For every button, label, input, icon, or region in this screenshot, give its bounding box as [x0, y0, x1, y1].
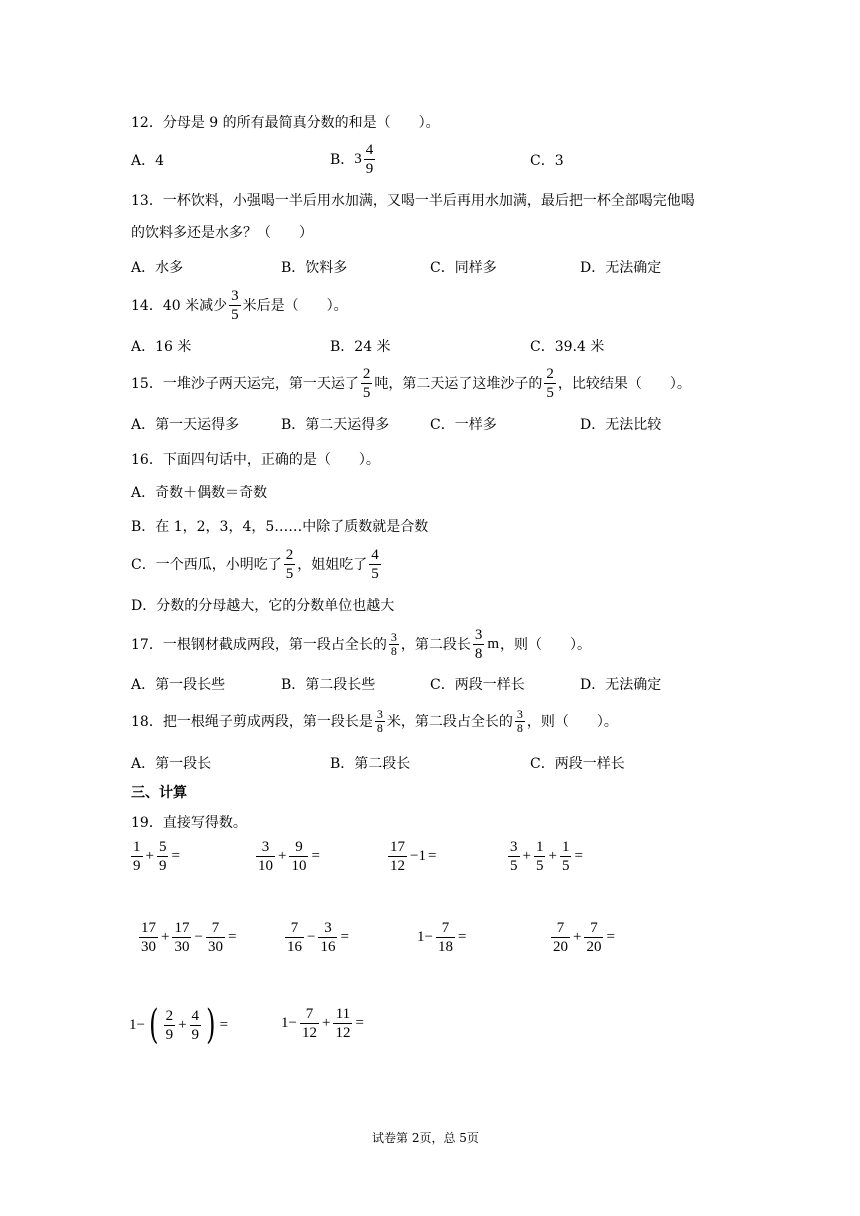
numerator: 3 — [376, 707, 383, 721]
text: ，则（ ）。 — [500, 636, 591, 653]
mixed-integer: 3 — [354, 151, 362, 167]
operator: − — [194, 929, 203, 945]
q14-stem — [131, 287, 348, 324]
fraction — [229, 287, 241, 324]
q14-option-c: C．39.4 米 — [530, 339, 605, 355]
q19-expr-9 — [128, 1002, 229, 1048]
q16-option-b: B．在 1，2，3，4，5……中除了质数就是合数 — [131, 519, 429, 535]
fraction — [333, 1005, 352, 1042]
numerator: 3 — [324, 920, 332, 936]
operator: − — [307, 929, 316, 945]
operator: + — [321, 1015, 331, 1031]
denominator: 8 — [376, 721, 383, 735]
q13-stem-line2: 的饮料多还是水多？（ ） — [131, 225, 313, 241]
numerator: 17 — [390, 839, 405, 855]
q19-expr-5 — [137, 919, 237, 956]
q18-option-b: B．第二段长 — [330, 756, 411, 772]
numerator: 7 — [590, 920, 598, 936]
numerator: 7 — [305, 1006, 314, 1022]
equals-sign: = — [311, 848, 320, 864]
numerator: 7 — [211, 920, 220, 936]
q12-option-a: A．4 — [131, 153, 165, 169]
operator: + — [548, 848, 557, 864]
text: C．一个西瓜，小明吃了 — [131, 556, 282, 573]
numerator: 2 — [362, 366, 371, 382]
denominator: 12 — [301, 1025, 317, 1041]
denominator: 5 — [510, 858, 518, 874]
fraction — [131, 838, 143, 875]
q19-expr-3 — [386, 838, 437, 875]
q19-expr-10 — [280, 1005, 365, 1042]
fraction — [361, 365, 373, 402]
numerator: 3 — [516, 707, 523, 721]
numerator: 7 — [441, 920, 450, 936]
denominator: 5 — [371, 566, 379, 582]
denominator: 9 — [158, 858, 167, 874]
numerator: 3 — [261, 839, 270, 855]
fraction — [473, 626, 485, 663]
q12-option-b — [330, 141, 377, 178]
text: 18．把一根绳子剪成两段，第一段长是 — [131, 713, 373, 730]
numerator: 2 — [165, 1007, 174, 1024]
denominator: 8 — [390, 644, 397, 658]
page-footer: 试卷第 2页，总 5页 — [372, 1131, 479, 1145]
denominator: 30 — [174, 939, 190, 955]
fraction — [560, 838, 572, 875]
fraction — [206, 919, 225, 956]
numerator: 17 — [174, 920, 190, 936]
fraction — [300, 1005, 319, 1042]
q18-stem — [131, 708, 618, 735]
equals-sign: = — [427, 848, 437, 864]
q19-expr-4 — [506, 838, 584, 875]
fraction — [369, 546, 381, 583]
operator: + — [161, 929, 170, 945]
denominator: 9 — [165, 1026, 174, 1043]
operator: 1− — [129, 1016, 145, 1033]
fraction — [318, 919, 337, 956]
numerator: 3 — [390, 630, 397, 644]
q16-stem: 16．下面四句话中，正确的是（ ）。 — [131, 452, 380, 468]
text: 17．一根钢材截成两段，第一段占全长的 — [131, 636, 387, 653]
denominator: 5 — [535, 858, 544, 874]
text: ，比较结果（ ）。 — [557, 375, 691, 392]
numerator: 7 — [290, 920, 299, 936]
q17-stem — [131, 626, 591, 663]
q19-expr-1 — [129, 838, 181, 875]
equals-sign: = — [606, 929, 615, 945]
q18-option-a: A．第一段长 — [131, 756, 212, 772]
denominator: 18 — [437, 939, 453, 955]
fraction — [190, 1007, 202, 1044]
q12-option-c: C．3 — [530, 153, 564, 169]
denominator: 10 — [258, 858, 273, 874]
denominator: 30 — [207, 939, 223, 955]
q19-expr-7 — [416, 919, 467, 956]
numerator: 1 — [535, 839, 544, 855]
numerator: 11 — [335, 1006, 351, 1022]
denominator: 8 — [474, 646, 483, 662]
q13-option-a: A．水多 — [131, 260, 184, 276]
denominator: 5 — [285, 566, 294, 582]
denominator: 16 — [287, 939, 302, 955]
numerator: 17 — [141, 920, 156, 936]
denominator: 12 — [335, 1025, 351, 1041]
fraction — [285, 919, 304, 956]
q14-option-a: A．16 米 — [131, 339, 192, 355]
text: 米后是（ ）。 — [242, 297, 348, 314]
fraction — [284, 546, 296, 583]
fraction — [544, 365, 556, 402]
denominator: 5 — [231, 307, 239, 323]
q19-expr-2 — [254, 838, 321, 875]
numerator: 4 — [365, 142, 374, 158]
denominator: 20 — [586, 939, 602, 955]
numerator: 1 — [561, 839, 570, 855]
numerator: 1 — [133, 839, 141, 855]
denominator: 5 — [546, 385, 554, 401]
fraction — [388, 838, 407, 875]
numerator: 2 — [546, 366, 554, 382]
fraction — [534, 838, 546, 875]
denominator: 5 — [362, 385, 371, 401]
q17-option-c: C．两段一样长 — [430, 677, 525, 693]
operator: + — [573, 929, 582, 945]
operator: + — [278, 848, 287, 864]
numerator: 3 — [510, 839, 518, 855]
q12-stem: 12．分母是 9 的所有最简真分数的和是（ ）。 — [131, 115, 440, 131]
fraction — [508, 838, 520, 875]
denominator: 12 — [390, 858, 405, 874]
unit: m — [487, 636, 499, 652]
denominator: 5 — [561, 858, 570, 874]
operator: 1− — [417, 929, 433, 945]
q13-option-d: D．无法确定 — [580, 260, 662, 276]
operator: 1− — [281, 1015, 297, 1031]
fraction — [172, 919, 191, 956]
denominator: 9 — [365, 161, 374, 177]
equals-sign: = — [340, 929, 349, 945]
q19-expr-6 — [283, 919, 350, 956]
q15-option-c: C．一样多 — [430, 417, 497, 433]
equals-sign: = — [219, 1016, 229, 1033]
numerator: 7 — [556, 920, 565, 936]
numerator: 3 — [474, 627, 483, 643]
right-paren: ) — [206, 1002, 216, 1048]
numerator: 9 — [295, 839, 303, 855]
operator: + — [145, 848, 154, 864]
q15-option-b: B．第二天运得多 — [281, 417, 390, 433]
denominator: 9 — [133, 858, 141, 874]
option-label: B． — [330, 151, 355, 168]
q16-option-c — [131, 546, 383, 583]
q16-option-a: A．奇数＋偶数＝奇数 — [131, 485, 268, 501]
operator: −1 — [410, 848, 426, 864]
denominator: 20 — [553, 939, 568, 955]
numerator: 5 — [158, 839, 167, 855]
text: ，则（ ）。 — [526, 713, 618, 730]
fraction — [139, 919, 158, 956]
text: ，第二段长 — [400, 636, 471, 653]
operator: + — [178, 1016, 187, 1033]
fraction — [515, 708, 525, 735]
q17-option-d: D．无法确定 — [580, 677, 662, 693]
denominator: 8 — [516, 721, 523, 735]
operator: + — [522, 848, 531, 864]
q15-option-a: A．第一天运得多 — [131, 417, 240, 433]
q17-option-b: B．第二段长些 — [281, 677, 376, 693]
fraction — [551, 919, 570, 956]
text: ，姐姐吃了 — [297, 556, 368, 573]
q17-option-a: A．第一段长些 — [131, 677, 226, 693]
q15-stem — [131, 365, 691, 402]
q13-option-c: C．同样多 — [430, 260, 497, 276]
q19-expr-8 — [549, 919, 616, 956]
numerator: 4 — [371, 547, 379, 563]
fraction — [436, 919, 455, 956]
denominator: 9 — [191, 1026, 200, 1043]
q13-stem-line1: 13．一杯饮料，小强喝一半后用水加满，又喝一半后再用水加满，最后把一杯全部喝完他喝 — [131, 193, 695, 209]
fraction — [157, 838, 169, 875]
q19-stem: 19．直接写得数。 — [131, 815, 247, 831]
denominator: 16 — [320, 939, 336, 955]
text: 14．40 米减少 — [131, 297, 228, 314]
q16-option-d: D．分数的分母越大，它的分数单位也越大 — [131, 598, 395, 614]
equals-sign: = — [227, 929, 237, 945]
text: 吨，第二天运了这堆沙子的 — [374, 375, 543, 392]
q15-option-d: D．无法比较 — [580, 417, 662, 433]
section-heading: 三、计算 — [131, 785, 187, 801]
q14-option-b: B．24 米 — [330, 339, 391, 355]
equals-sign: = — [574, 848, 583, 864]
equals-sign: = — [171, 848, 180, 864]
fraction — [389, 631, 399, 658]
denominator: 10 — [291, 858, 307, 874]
fraction — [584, 919, 603, 956]
text: 15．一堆沙子两天运完，第一天运了 — [131, 375, 359, 392]
fraction — [289, 838, 308, 875]
denominator: 30 — [141, 939, 156, 955]
fraction — [256, 838, 275, 875]
fraction — [164, 1007, 176, 1044]
left-paren: ( — [149, 1002, 159, 1048]
numerator: 3 — [231, 288, 239, 304]
text: 米，第二段占全长的 — [386, 713, 513, 730]
equals-sign: = — [457, 929, 467, 945]
fraction — [375, 708, 385, 735]
equals-sign: = — [355, 1015, 364, 1031]
q13-option-b: B．饮料多 — [281, 260, 348, 276]
numerator: 2 — [285, 547, 294, 563]
q18-option-c: C．两段一样长 — [530, 756, 625, 772]
numerator: 4 — [191, 1007, 200, 1024]
fraction — [364, 141, 376, 178]
